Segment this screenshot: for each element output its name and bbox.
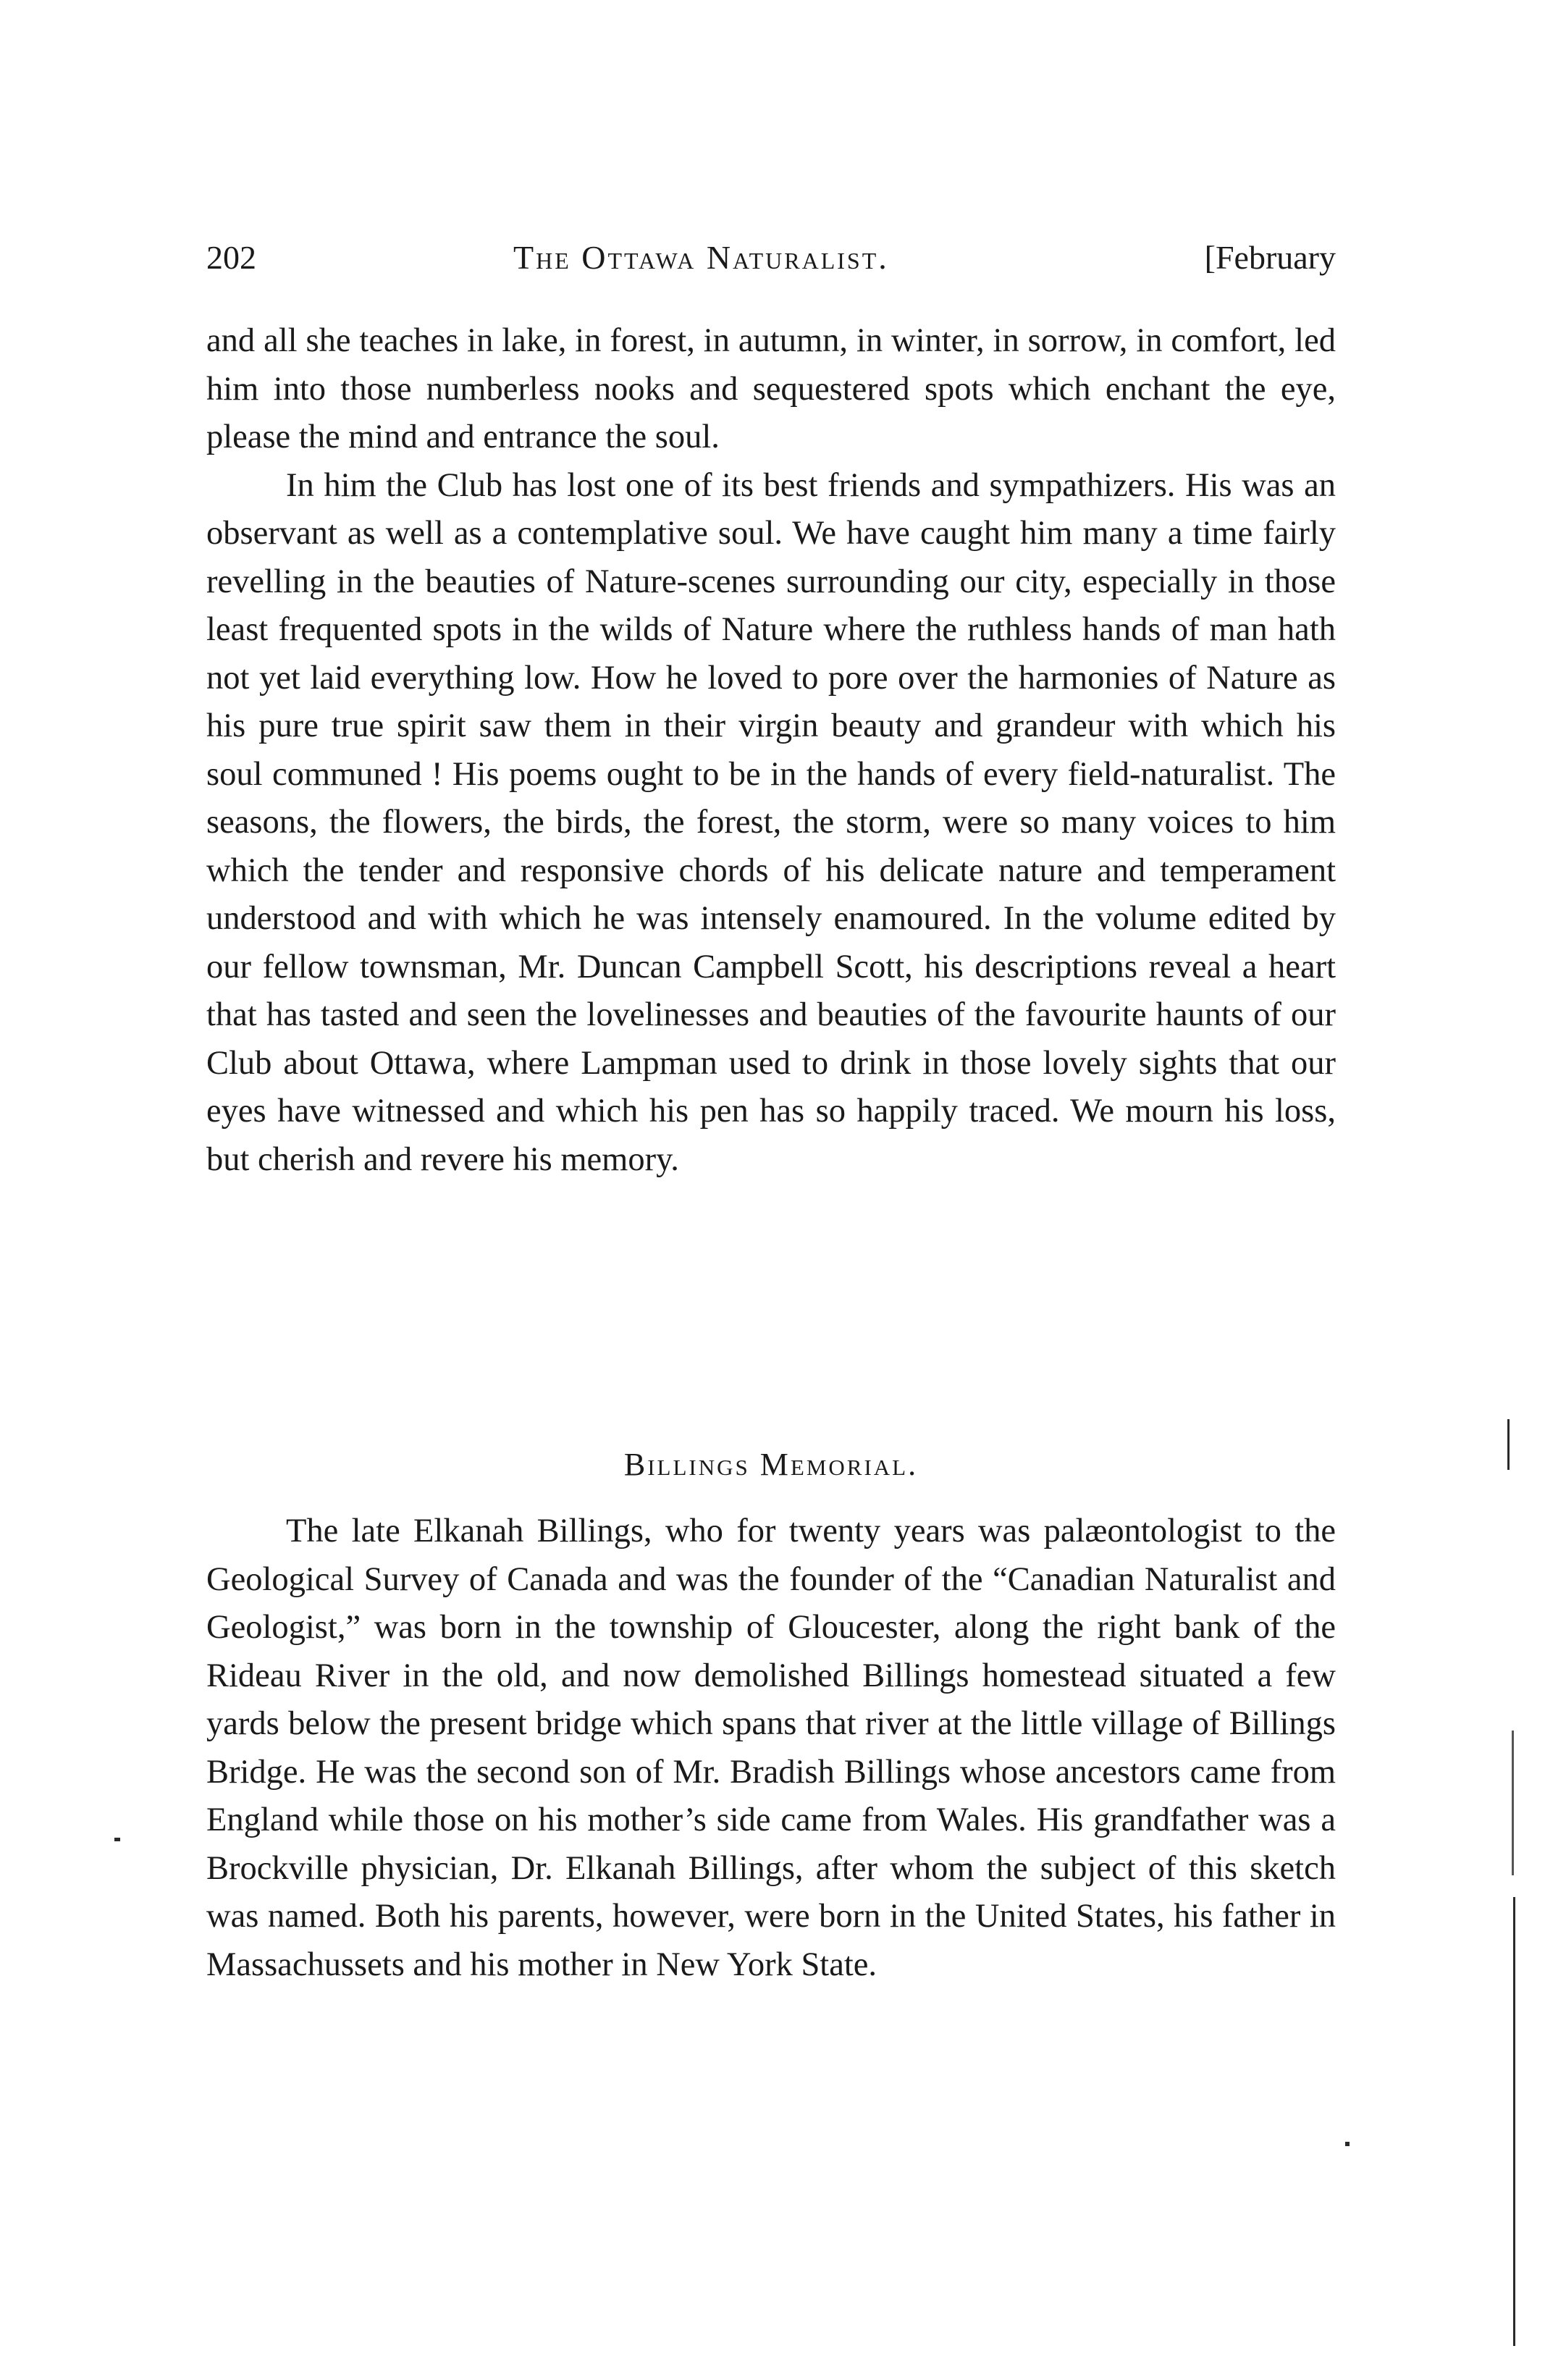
scan-artifact bbox=[1345, 2142, 1350, 2146]
section-heading: Billings Memorial. bbox=[623, 1447, 919, 1482]
paragraph: and all she teaches in lake, in forest, in autumn, in winter, in sorrow, in comfort, led him into those numberless nooks and sequestered spots which enchant the eye, please the mind and entrance the soul. bbox=[206, 322, 1336, 455]
page-number: 202 bbox=[206, 239, 256, 276]
paragraph: The late Elkanah Billings, who for twenty years was palæontologist to the Geological Survey of Canada and was the founder of the “Canadian Naturalist and Geologist,” was born in the township of Gloucester, along the right bank of the Rideau River in the old, and now demolished Billings homestead situated a few yards below the present bridge which spans that river at the little village of Billings Bridge. He was the second son of Mr. Bradish Billings whose ancestors came from England while those on his mother’s side came from Wales. His grandfather was a Brockville physician, Dr. Elkanah Billings, after whom the subject of this sketch was named. Both his parents, however, were born in the United States, his father in Massachussets and his mother in New York State. bbox=[206, 1513, 1336, 1983]
running-head bbox=[206, 236, 1336, 279]
scan-artifact bbox=[1512, 1731, 1514, 1875]
paragraph: In him the Club has lost one of its best friends and sympathizers. His was an observant as well as a contemplative soul. We have caught him many a time fairly revelling in the beauties of Nature-scenes surrounding our city, especially in those least frequented spots in the wilds of Nature where the ruthless hands of man hath not yet laid everything low. How he loved to pore over the harmonies of Nature as his pure true spirit saw them in their virgin beauty and grandeur with which his soul communed ! His poems ought to be in the hands of every field-naturalist. The seasons, the flowers, the birds, the forest, the storm, were so many voices to him which the tender and responsive chords of his delicate nature and temperament understood and with which he was intensely enamoured. In the volume edited by our fellow townsman, Mr. Duncan Campbell Scott, his descriptions reveal a heart that has tasted and seen the lovelinesses and beauties of the favourite haunts of our Club about Ottawa, where Lampman used to drink in those lovely sights that our eyes have witnessed and which his pen has so happily traced. We mourn his loss, but cherish and revere his memory. bbox=[206, 466, 1336, 1178]
journal-title: The Ottawa Naturalist. bbox=[513, 239, 889, 276]
scan-artifact bbox=[1513, 1897, 1515, 2346]
scan-artifact bbox=[1507, 1419, 1510, 1470]
scan-artifact bbox=[114, 1838, 120, 1841]
running-month: [February bbox=[1204, 239, 1336, 276]
memorial-text-block bbox=[206, 317, 1336, 1184]
billings-text-block bbox=[206, 1508, 1336, 1989]
